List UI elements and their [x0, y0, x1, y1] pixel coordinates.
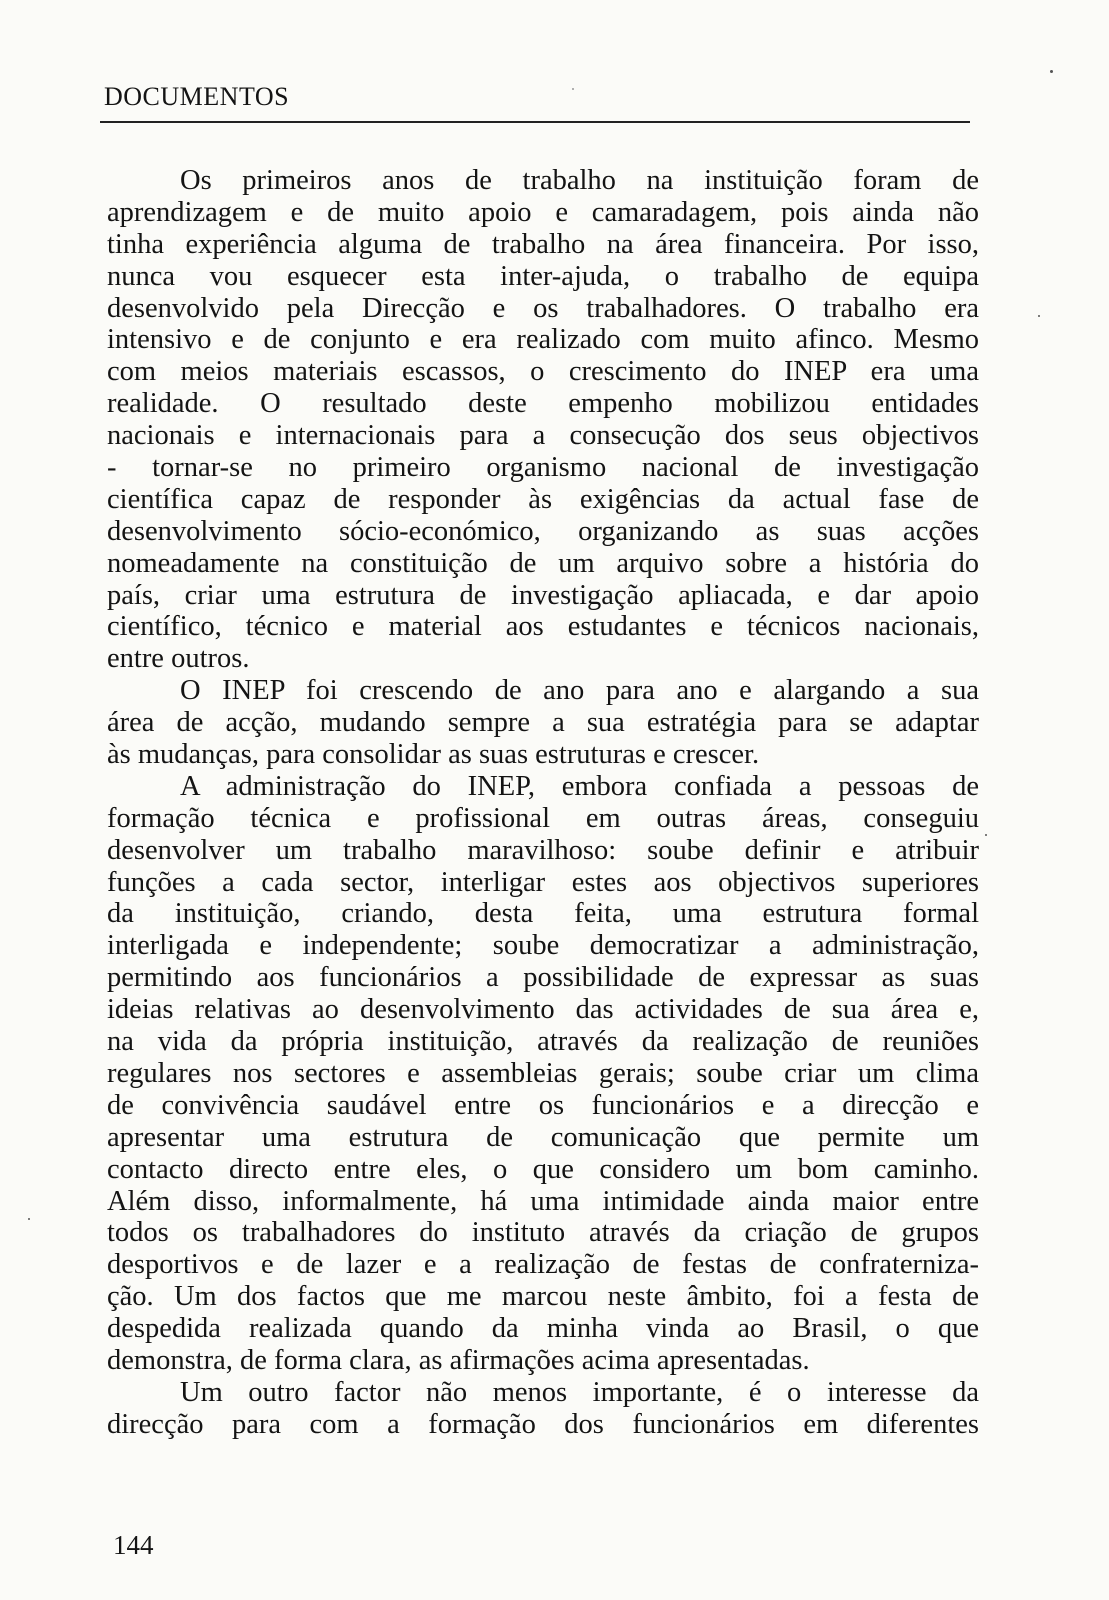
text-line: com meios materiais escassos, o crescimento do INEP era uma	[107, 356, 979, 388]
text-line: nomeadamente na constituição de um arquivo sobre a história do	[107, 547, 979, 579]
text-line: aprendizagem e de muito apoio e camaradagem, pois ainda não	[107, 196, 979, 228]
scan-speck	[28, 1218, 30, 1220]
text-line: Além disso, informalmente, há uma intimidade ainda maior entre	[107, 1185, 979, 1217]
text-line: direcção para com a formação dos funcionários em diferentes	[107, 1408, 979, 1440]
text-line: desenvolver um trabalho maravilhoso: soube definir e atribuir	[107, 834, 979, 866]
text-line: contacto directo entre eles, o que considero um bom caminho.	[107, 1153, 979, 1185]
text-line: - tornar-se no primeiro organismo nacional de investigação	[107, 452, 979, 484]
text-line: nunca vou esquecer esta inter-ajuda, o trabalho de equipa	[107, 260, 979, 292]
text-line: tinha experiência alguma de trabalho na área financeira. Por isso,	[107, 228, 979, 260]
text-line: científica capaz de responder às exigências da actual fase de	[107, 483, 979, 515]
scan-speck	[985, 834, 987, 836]
text-line: ção. Um dos factos que me marcou neste âmbito, foi a festa de	[107, 1281, 979, 1313]
text-line: O INEP foi crescendo de ano para ano e alargando a sua	[180, 675, 979, 707]
text-line: demonstra, de forma clara, as afirmações acima apresentadas.	[107, 1344, 810, 1376]
text-line: ideias relativas ao desenvolvimento das actividades de sua área e,	[107, 994, 979, 1026]
page-number: 144	[113, 1530, 154, 1560]
text-line: país, criar uma estrutura de investigação apliacada, e dar apoio	[107, 579, 979, 611]
text-line: todos os trabalhadores do instituto através da criação de grupos	[107, 1217, 979, 1249]
text-line: nacionais e internacionais para a consecução dos seus objectivos	[107, 420, 979, 452]
body-text	[107, 165, 979, 1441]
text-line: de convivência saudável entre os funcionários e a direcção e	[107, 1089, 979, 1121]
text-line: intensivo e de conjunto e era realizado com muito afinco. Mesmo	[107, 324, 979, 356]
text-line: entre outros.	[107, 643, 250, 675]
text-line: às mudanças, para consolidar as suas estruturas e crescer.	[107, 739, 760, 771]
text-line: regulares nos sectores e assembleias gerais; soube criar um clima	[107, 1057, 979, 1089]
text-line: Um outro factor não menos importante, é o interesse da	[180, 1376, 979, 1408]
text-line: A administração do INEP, embora confiada a pessoas de	[180, 770, 979, 802]
text-line: desenvolvido pela Direcção e os trabalhadores. O trabalho era	[107, 292, 979, 324]
text-line: da instituição, criando, desta feita, uma estrutura formal	[107, 898, 979, 930]
text-line: na vida da própria instituição, através da realização de reuniões	[107, 1026, 979, 1058]
text-line: área de acção, mudando sempre a sua estratégia para se adaptar	[107, 707, 979, 739]
scan-speck	[1038, 315, 1040, 317]
text-line: científico, técnico e material aos estudantes e técnicos nacionais,	[107, 611, 979, 643]
text-line: realidade. O resultado deste empenho mobilizou entidades	[107, 388, 979, 420]
text-line: desenvolvimento sócio-económico, organizando as suas acções	[107, 515, 979, 547]
text-line: funções a cada sector, interligar estes aos objectivos superiores	[107, 866, 979, 898]
running-head: DOCUMENTOS	[104, 82, 290, 111]
text-line: Os primeiros anos de trabalho na instituição foram de	[180, 165, 979, 196]
text-line: desportivos e de lazer e a realização de festas de confraterniza-	[107, 1249, 979, 1281]
text-line: apresentar uma estrutura de comunicação que permite um	[107, 1121, 979, 1153]
scan-speck	[572, 88, 574, 90]
text-line: despedida realizada quando da minha vinda ao Brasil, o que	[107, 1313, 979, 1345]
text-line: permitindo aos funcionários a possibilidade de expressar as suas	[107, 962, 979, 994]
header-rule	[100, 121, 970, 123]
text-line: interligada e independente; soube democratizar a administração,	[107, 930, 979, 962]
text-line: formação técnica e profissional em outras áreas, conseguiu	[107, 802, 979, 834]
scan-speck	[1050, 70, 1053, 73]
